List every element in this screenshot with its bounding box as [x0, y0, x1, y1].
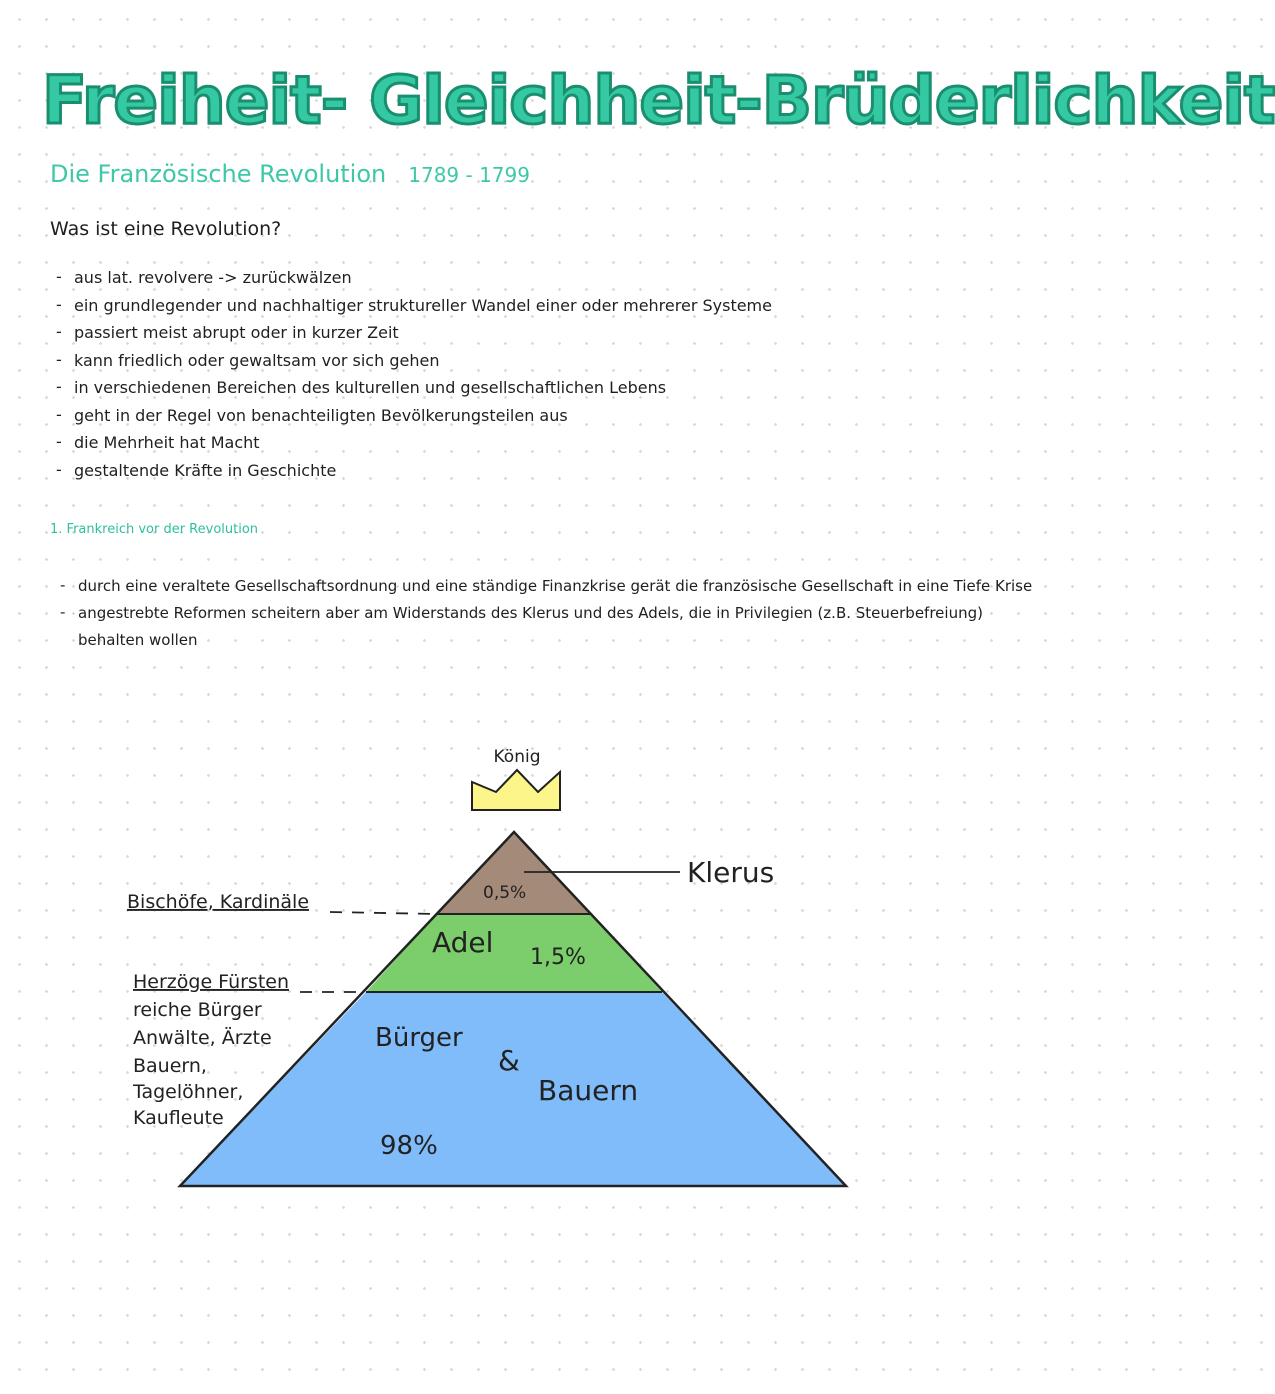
adel-percent: 1,5%: [530, 945, 586, 970]
list-item: - gestaltende Kräfte in Geschichte: [56, 461, 772, 489]
klerus-label: Klerus: [687, 856, 775, 889]
list-item: - durch eine veraltete Gesellschaftsordnung und eine ständige Finanzkrise gerät die französische Gesellschaft in eine Tiefe Krise: [60, 573, 1050, 600]
subtitle-years: 1789 - 1799: [408, 163, 530, 187]
list-item: - die Mehrheit hat Macht: [56, 433, 772, 461]
annotation-item: reiche Bürger: [133, 999, 262, 1021]
question-heading: Was ist eine Revolution?: [50, 218, 282, 240]
section-heading: 1. Frankreich vor der Revolution: [50, 522, 259, 537]
annotation-item: Kaufleute: [133, 1107, 224, 1129]
annotation-herzoege: Herzöge Fürsten: [133, 971, 289, 993]
list-item: - in verschiedenen Bereichen des kulturellen und gesellschaftlichen Lebens: [56, 378, 772, 406]
ampersand: &: [498, 1044, 520, 1077]
list-item: - ein grundlegender und nachhaltiger struktureller Wandel einer oder mehrerer Systeme: [56, 296, 772, 324]
list-item: - passiert meist abrupt oder in kurzer Zeit: [56, 323, 772, 351]
king-label: König: [493, 747, 541, 767]
section-list: [60, 573, 1050, 654]
buerger-label: Bürger: [375, 1023, 463, 1053]
annotation-bischoefe: Bischöfe, Kardinäle: [127, 891, 310, 913]
list-item: - geht in der Regel von benachteiligten Bevölkerungsteilen aus: [56, 406, 772, 434]
estates-pyramid: [0, 730, 1080, 1210]
list-item: - angestrebte Reformen scheitern aber am Widerstands des Klerus und des Adels, die in Privilegien (z.B. Steuerbefreiung) behalten wollen: [60, 600, 1050, 654]
annotation-item: Anwälte, Ärzte: [133, 1027, 272, 1049]
third-estate-percent: 98%: [380, 1131, 438, 1161]
definition-list: [56, 268, 772, 488]
annotation-item: Tagelöhner,: [133, 1081, 244, 1103]
subtitle-text: Die Französische Revolution: [50, 160, 387, 188]
list-item: - kann friedlich oder gewaltsam vor sich gehen: [56, 351, 772, 379]
bauern-label: Bauern: [538, 1074, 639, 1107]
adel-label: Adel: [432, 926, 494, 959]
list-item: - aus lat. revolvere -> zurückwälzen: [56, 268, 772, 296]
third-estate-layer: [180, 992, 846, 1186]
adel-layer: [366, 914, 662, 992]
annotation-dash: [330, 912, 437, 914]
annotation-item: Bauern,: [133, 1055, 207, 1077]
page-title: Freiheit- Gleichheit-Brüderlichkeit: [42, 62, 1275, 139]
klerus-percent: 0,5%: [483, 883, 527, 903]
subtitle: [50, 160, 530, 188]
crown-icon: [472, 770, 560, 810]
